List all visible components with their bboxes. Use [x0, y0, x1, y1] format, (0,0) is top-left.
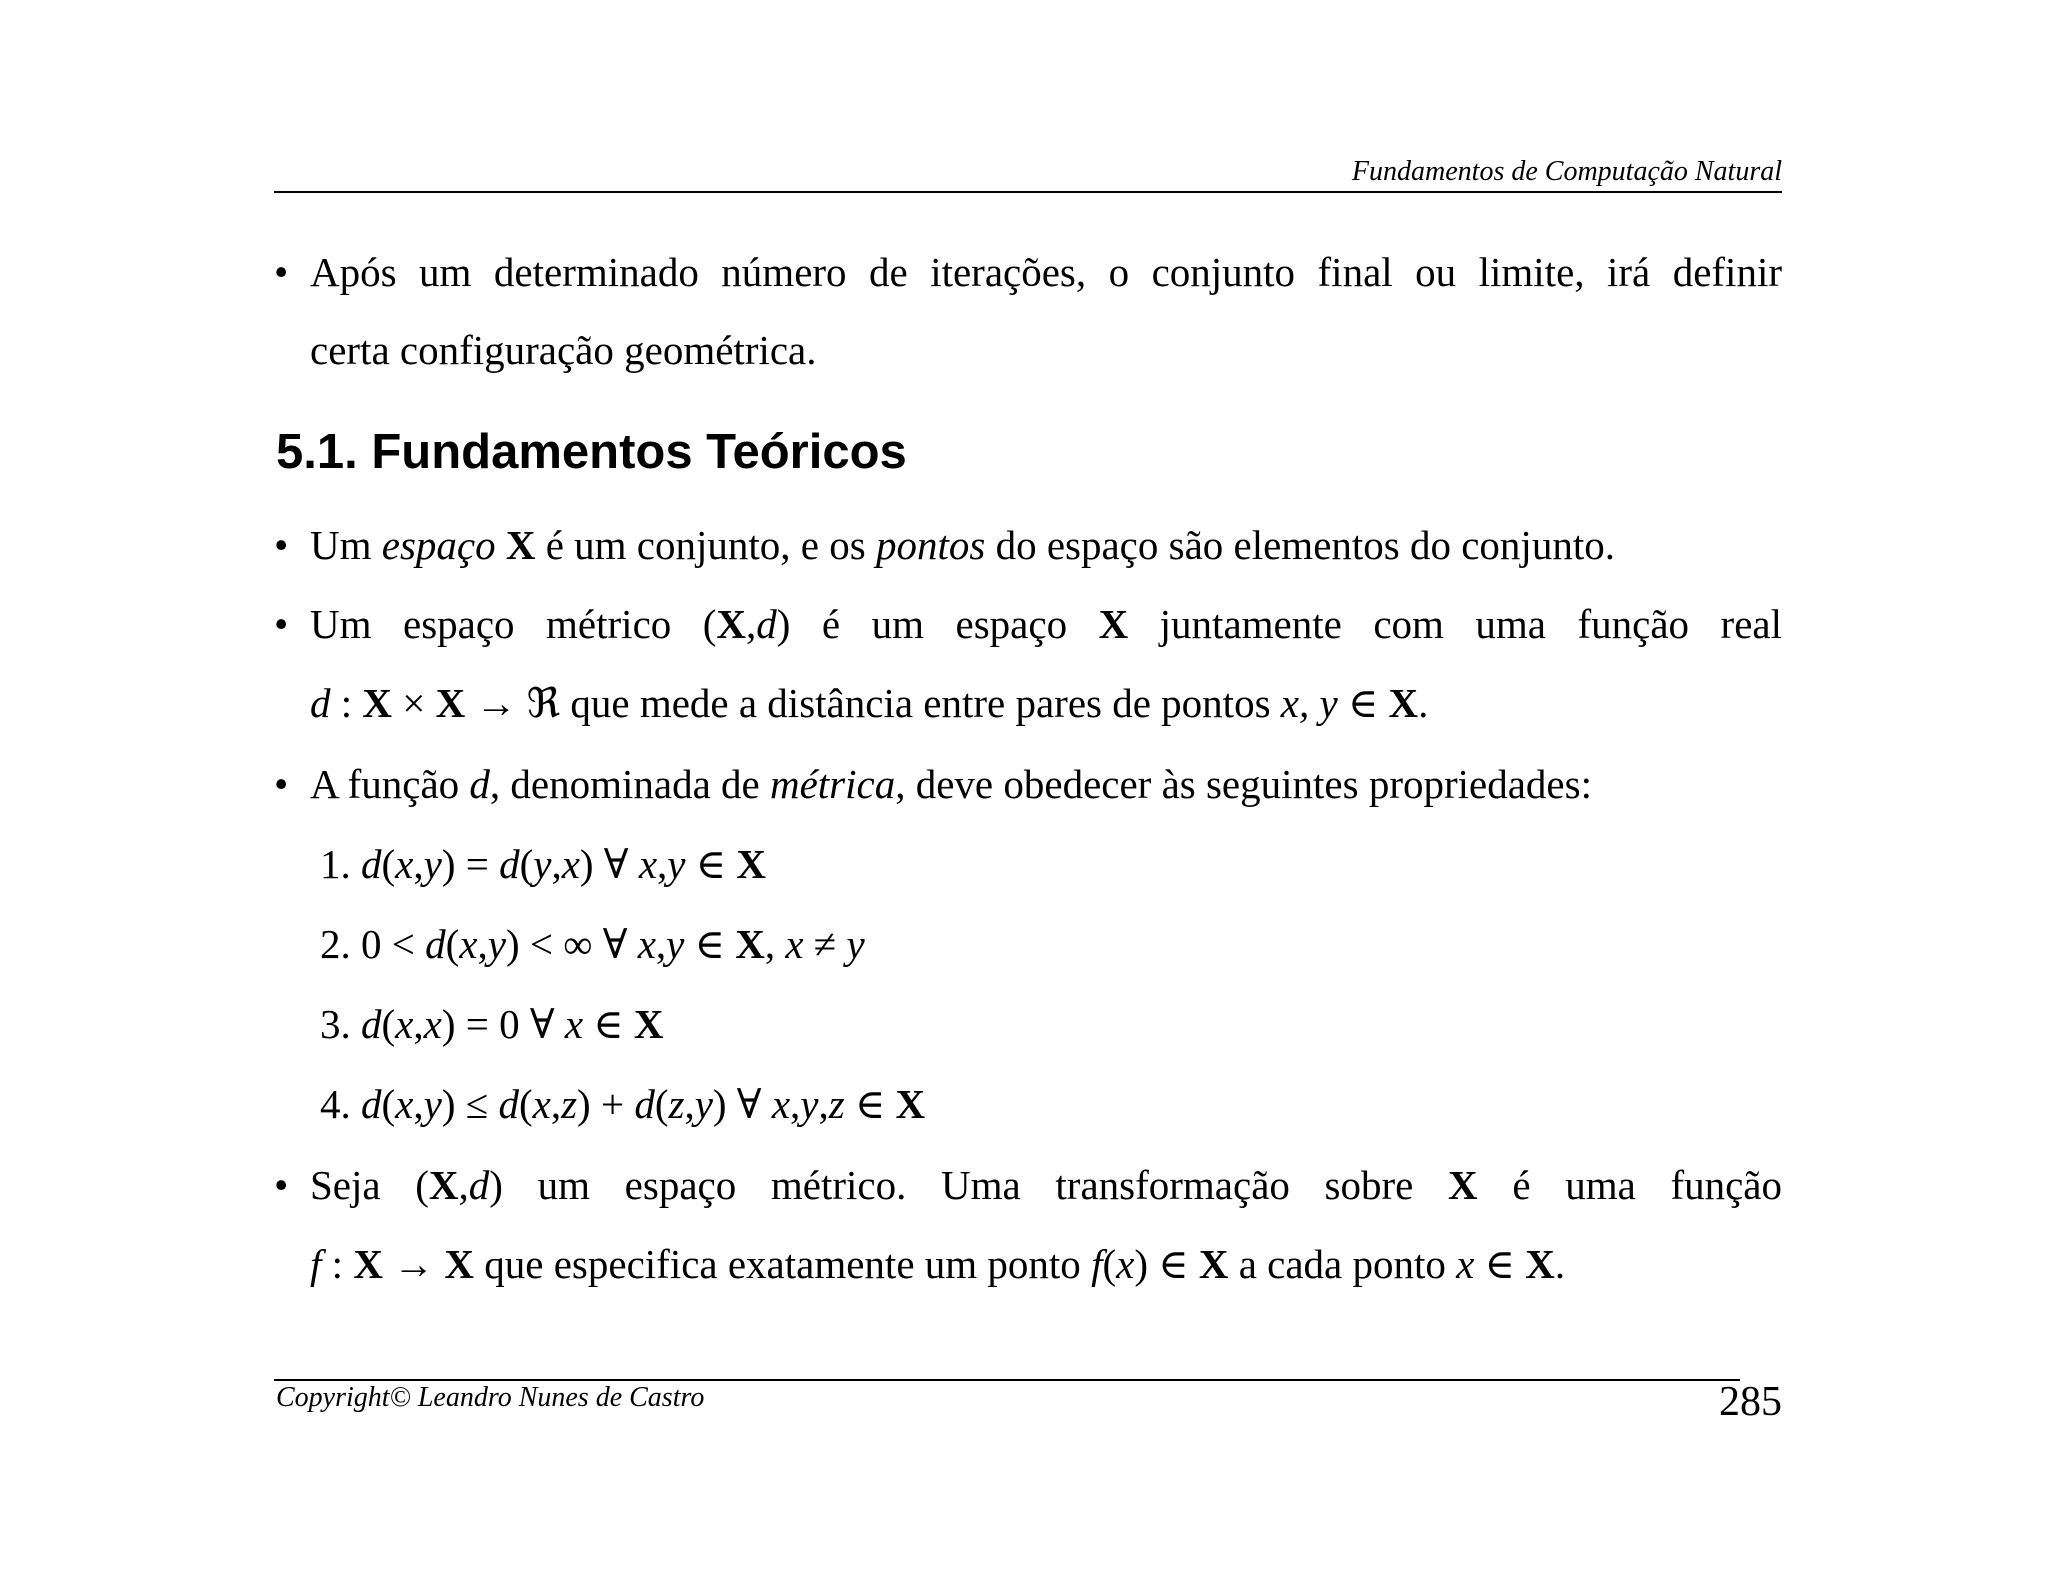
bullet1-line2: certa configuração geométrica.	[310, 327, 817, 373]
bullet-icon: •	[274, 761, 289, 807]
symbol-X: X	[1525, 1241, 1555, 1287]
symbol-f: f	[1091, 1241, 1103, 1287]
text-span: )	[1134, 1241, 1148, 1287]
text-span	[496, 522, 506, 568]
symbol-X: X	[362, 680, 393, 726]
symbol-d: d	[468, 1162, 490, 1208]
copyright-notice: Copyright© Leandro Nunes de Castro	[276, 1382, 705, 1413]
symbol-f: f	[310, 1241, 322, 1287]
bullet2-line	[310, 522, 1615, 568]
symbol-X: X	[1448, 1162, 1478, 1208]
text-span: Seja (	[310, 1162, 429, 1208]
term-pontos: pontos	[875, 522, 986, 568]
text-span: ∈	[1337, 680, 1389, 726]
text-span: ,	[746, 601, 757, 647]
symbol-X: X	[435, 680, 466, 726]
text-span: ∈	[1474, 1241, 1526, 1287]
symbol-x: x	[1116, 1241, 1135, 1287]
text-span: , deve obedecer às seguintes propriedades:	[895, 761, 1592, 807]
section-heading: 5.1. Fundamentos Teóricos	[276, 425, 907, 479]
symbol-X: X	[444, 1241, 475, 1287]
text-span: ∈	[1147, 1241, 1199, 1287]
bullet3-line1	[310, 601, 1782, 647]
text-span: , denominada de	[489, 761, 770, 807]
symbol-X: X	[1098, 601, 1129, 647]
bullet-icon: •	[274, 601, 289, 647]
text-span: do espaço são elementos do conjunto.	[985, 522, 1615, 568]
page-number: 285	[1719, 1379, 1782, 1425]
text-span: →	[382, 1241, 445, 1287]
text-span: :	[330, 680, 363, 726]
bullet5-line1	[310, 1162, 1783, 1208]
text-span: ) é um espaço	[776, 601, 1099, 647]
symbol-X: X	[1388, 680, 1419, 726]
text-span: (	[1102, 1241, 1117, 1287]
symbol-X: X	[353, 1241, 383, 1287]
text-span: .	[1418, 680, 1429, 726]
symbol-x: x	[1456, 1241, 1475, 1287]
text-span: é um conjunto, e os	[535, 522, 876, 568]
property-2: 2. 0 < d(x,y) < ∞ ∀ x,y ∈ X, x ≠ y	[320, 921, 865, 967]
running-header: Fundamentos de Computação Natural	[1351, 156, 1782, 187]
property-4: 4. d(x,y) ≤ d(x,z) + d(z,y) ∀ x,y,z ∈ X	[320, 1081, 926, 1127]
text-span: Um espaço métrico (	[310, 601, 717, 647]
text-span: ,	[458, 1162, 469, 1208]
text-span: → ℜ	[465, 680, 561, 726]
header-rule	[274, 191, 1782, 193]
symbol-d: d	[756, 601, 777, 647]
term-metrica: métrica	[769, 761, 896, 807]
property-3: 3. d(x,x) = 0 ∀ x ∈ X	[320, 1001, 664, 1047]
bullet4-line	[310, 761, 1592, 807]
footer-rule	[274, 1379, 1740, 1381]
bullet-icon: •	[274, 249, 289, 295]
bullet5-line2	[310, 1241, 1566, 1287]
text-span: A função	[310, 761, 470, 807]
symbol-X: X	[716, 601, 747, 647]
symbol-d: d	[469, 761, 490, 807]
text-span: que mede a distância entre pares de pontos	[560, 680, 1281, 726]
text-span: :	[321, 1241, 354, 1287]
bullet3-line2	[310, 680, 1429, 726]
text-span: juntamente com uma função real	[1128, 601, 1782, 647]
text-span: .	[1554, 1241, 1566, 1287]
bullet1-line1: Após um determinado número de iterações, o conjunto final ou limite, irá definir	[310, 249, 1782, 295]
symbol-X: X	[505, 522, 536, 568]
text-span: ×	[392, 680, 436, 726]
text-span: é uma função	[1477, 1162, 1783, 1208]
symbol-X: X	[428, 1162, 459, 1208]
property-1: 1. d(x,y) = d(y,x) ∀ x,y ∈ X	[320, 841, 766, 887]
symbol-xy: x, y	[1280, 680, 1338, 726]
term-espaco: espaço	[381, 522, 496, 568]
text-span: Um	[310, 522, 382, 568]
text-span: ) um espaço métrico. Uma transformação sobre	[489, 1162, 1449, 1208]
symbol-d: d	[310, 680, 331, 726]
bullet-icon: •	[274, 522, 289, 568]
symbol-X: X	[1198, 1241, 1229, 1287]
text-span: que especifica exatamente um ponto	[474, 1241, 1092, 1287]
bullet-icon: •	[274, 1162, 289, 1208]
text-span: a cada ponto	[1228, 1241, 1457, 1287]
